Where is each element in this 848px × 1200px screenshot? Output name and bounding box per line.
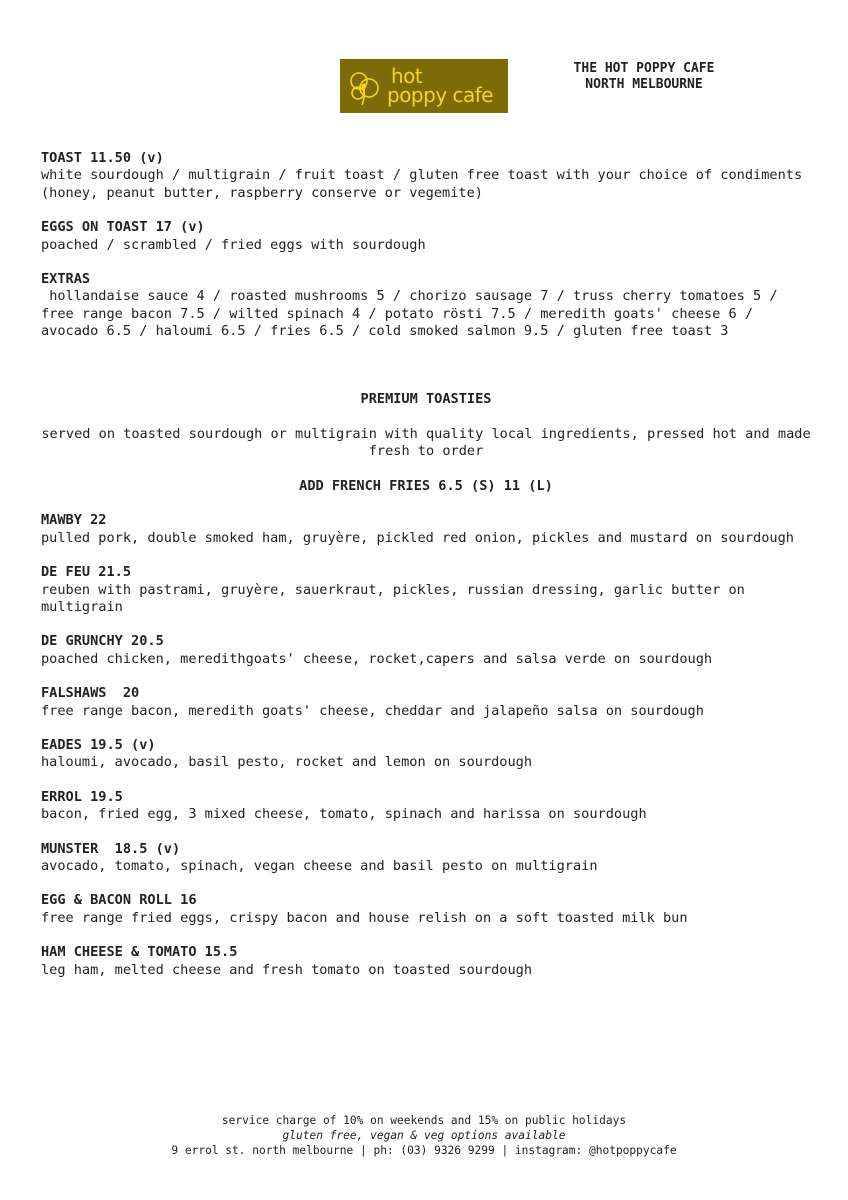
item-title: TOAST 11.50 (v) (41, 150, 164, 166)
item-title: EXTRAS (41, 271, 91, 288)
cafe-name: THE HOT POPPY CAFE (573, 61, 715, 76)
menu-body (41, 150, 811, 996)
cafe-location: NORTH MELBOURNE (585, 77, 703, 92)
cafe-logo (340, 59, 508, 113)
menu-item-egg-bacon-roll (41, 892, 811, 927)
item-description: reuben with pastrami, gruyère, sauerkraut, pickles, russian dressing, garlic butter on multigrain (41, 581, 745, 615)
item-title: EGG & BACON ROLL 16 (41, 892, 197, 909)
add-fries-note: ADD FRENCH FRIES 6.5 (S) 11 (L) (299, 477, 553, 494)
item-title: EADES 19.5 (v) (41, 736, 156, 753)
menu-item-falshaws (41, 685, 811, 720)
service-charge-note: service charge of 10% on weekends and 15% on public holidays (221, 1114, 627, 1127)
item-description: poached chicken, meredithgoats' cheese, rocket,capers and salsa verde on sourdough (41, 650, 713, 667)
menu-item-mawby (41, 512, 811, 547)
poppy-flower-icon (345, 66, 385, 106)
item-description: poached / scrambled / fried eggs with sourdough (41, 236, 426, 253)
contact-line: 9 errol st. north melbourne | ph: (03) 9326 9299 | instagram: @hotpoppycafe (171, 1144, 677, 1157)
menu-item-eggs-on-toast (41, 219, 811, 254)
dietary-options-note: gluten free, vegan & veg options available (282, 1129, 566, 1142)
item-title: DE FEU 21.5 (41, 564, 132, 581)
item-description: leg ham, melted cheese and fresh tomato on toasted sourdough (41, 961, 533, 978)
menu-item-errol (41, 789, 811, 824)
menu-item-de-feu (41, 564, 811, 616)
item-description: hollandaise sauce 4 / roasted mushrooms 5 / chorizo sausage 7 / truss cherry tomatoes 5 / free range bacon 7.5 / wilted spinach 4 / potato rösti 7.5 / meredith goats' cheese 6 / avocado 6.5 / haloumi 6.5 / fries 6.5 / cold smoked salmon 9.5 / gluten free toast 3 (41, 288, 786, 340)
section-intro: served on toasted sourdough or multigrain with quality local ingredients, pressed hot and made fresh to order (41, 426, 811, 460)
item-description: white sourdough / multigrain / fruit toast / gluten free toast with your choice of condiments (honey, peanut butter, raspberry conserve or vegemite) (41, 167, 803, 201)
item-description: avocado, tomato, spinach, vegan cheese and basil pesto on multigrain (41, 857, 598, 874)
logo-line-2: poppy cafe (387, 83, 494, 107)
item-title: HAM CHEESE & TOMATO 15.5 (41, 944, 238, 961)
item-description: haloumi, avocado, basil pesto, rocket and lemon on sourdough (41, 754, 533, 771)
cafe-name-heading (560, 61, 728, 93)
item-title: MUNSTER 18.5 (v) (41, 840, 181, 857)
item-description: bacon, fried egg, 3 mixed cheese, tomato, spinach and harissa on sourdough (41, 806, 647, 823)
menu-item-toast (41, 150, 811, 202)
menu-item-de-grunchy (41, 633, 811, 668)
menu-footer (0, 1113, 848, 1158)
item-title: MAWBY 22 (41, 512, 107, 529)
item-description: free range bacon, meredith goats' cheese, cheddar and jalapeño salsa on sourdough (41, 702, 704, 719)
menu-item-munster (41, 841, 811, 876)
item-description: pulled pork, double smoked ham, gruyère, pickled red onion, pickles and mustard on sourdough (41, 529, 794, 546)
item-title: DE GRUNCHY 20.5 (41, 633, 164, 650)
menu-item-ham-cheese-tomato (41, 944, 811, 979)
item-title: FALSHAWS 20 (41, 685, 140, 702)
menu-item-extras (41, 271, 811, 341)
section-title-premium-toasties: PREMIUM TOASTIES (360, 390, 492, 407)
item-description: free range fried eggs, crispy bacon and house relish on a soft toasted milk bun (41, 909, 688, 926)
item-title: EGGS ON TOAST 17 (v) (41, 219, 205, 236)
item-title: ERROL 19.5 (41, 788, 123, 805)
logo-line-1: hot (391, 64, 423, 88)
logo-wordmark (387, 64, 494, 107)
menu-item-eades (41, 737, 811, 772)
